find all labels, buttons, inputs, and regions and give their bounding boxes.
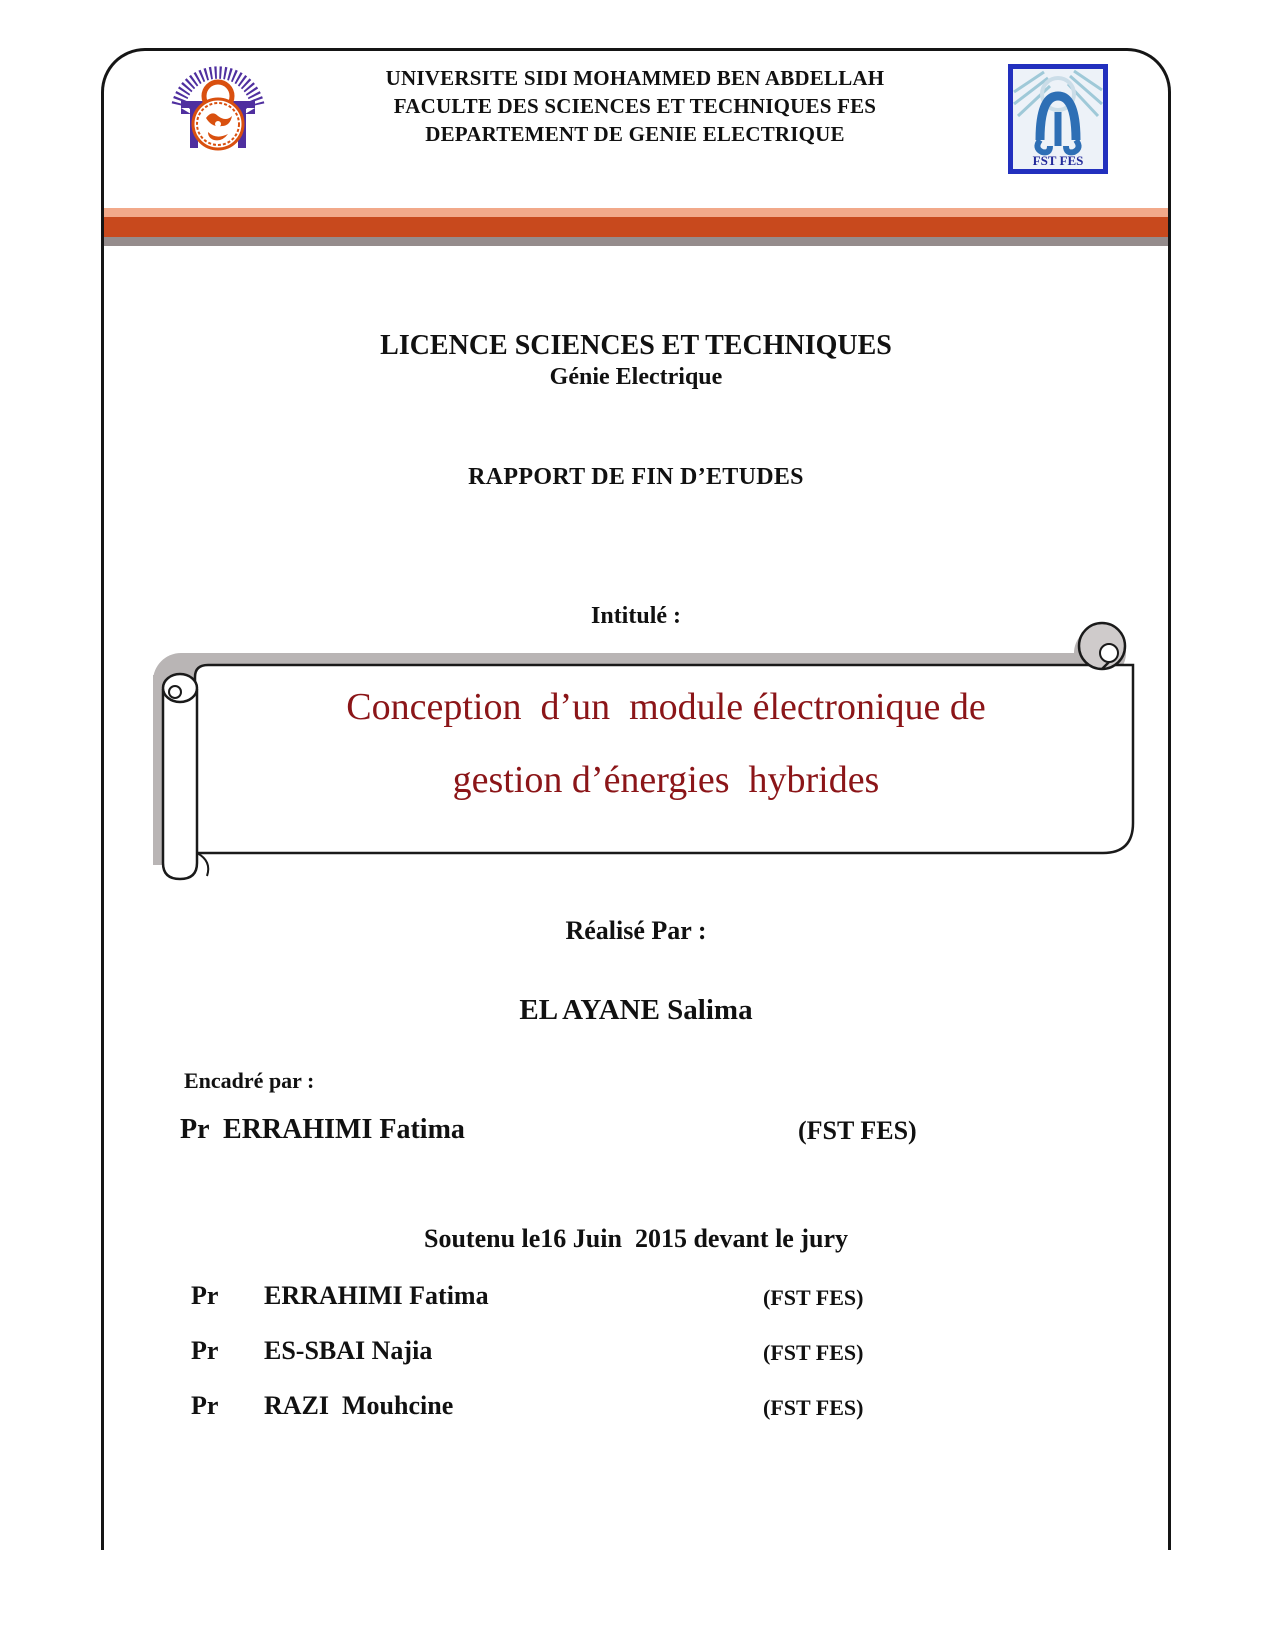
jury-member-title: Pr	[191, 1336, 219, 1365]
fst-fes-logo-caption: FST FES	[1032, 153, 1084, 168]
department-name: DEPARTEMENT DE GENIE ELECTRIQUE	[425, 122, 845, 146]
fst-fes-logo	[1008, 64, 1108, 174]
supervisor-name: Pr ERRAHIMI Fatima	[180, 1114, 465, 1145]
jury-row	[101, 1391, 1171, 1431]
jury-member-affiliation: (FST FES)	[763, 1340, 864, 1365]
jury-member-name: ES-SBAI Najia	[264, 1336, 433, 1365]
thesis-title-line2: gestion d’énergies hybrides	[452, 759, 880, 801]
thesis-title-line1: Conception d’un module électronique de	[346, 686, 986, 728]
supervisor-row	[101, 1114, 1171, 1154]
program-subtitle: Génie Electrique	[549, 364, 723, 390]
accent-bar-gray	[104, 237, 1168, 246]
faculty-name: FACULTE DES SCIENCES ET TECHNIQUES FES	[393, 94, 877, 118]
header-text-block	[240, 64, 1030, 148]
program-title: LICENCE SCIENCES ET TECHNIQUES	[380, 330, 892, 361]
author-label: Réalisé Par :	[565, 916, 707, 945]
accent-bar	[104, 208, 1168, 246]
report-type: RAPPORT DE FIN D’ETUDES	[468, 464, 804, 490]
jury-member-affiliation: (FST FES)	[763, 1395, 864, 1420]
supervisor-label: Encadré par :	[184, 1068, 315, 1093]
accent-bar-orange	[104, 217, 1168, 237]
university-name: UNIVERSITE SIDI MOHAMMED BEN ABDELLAH	[385, 66, 885, 90]
jury-member-title: Pr	[191, 1391, 219, 1420]
defense-intro: Soutenu le16 Juin 2015 devant le jury	[424, 1224, 848, 1253]
jury-member-affiliation: (FST FES)	[763, 1285, 864, 1310]
jury-member-name: ERRAHIMI Fatima	[264, 1281, 489, 1310]
jury-member-name: RAZI Mouhcine	[264, 1391, 454, 1420]
title-label: Intitulé :	[591, 603, 681, 629]
author-name: EL AYANE Salima	[519, 994, 753, 1026]
jury-row	[101, 1281, 1171, 1321]
jury-member-title: Pr	[191, 1281, 219, 1310]
accent-bar-peach	[104, 208, 1168, 217]
supervisor-affiliation: (FST FES)	[798, 1116, 917, 1145]
jury-row	[101, 1336, 1171, 1376]
